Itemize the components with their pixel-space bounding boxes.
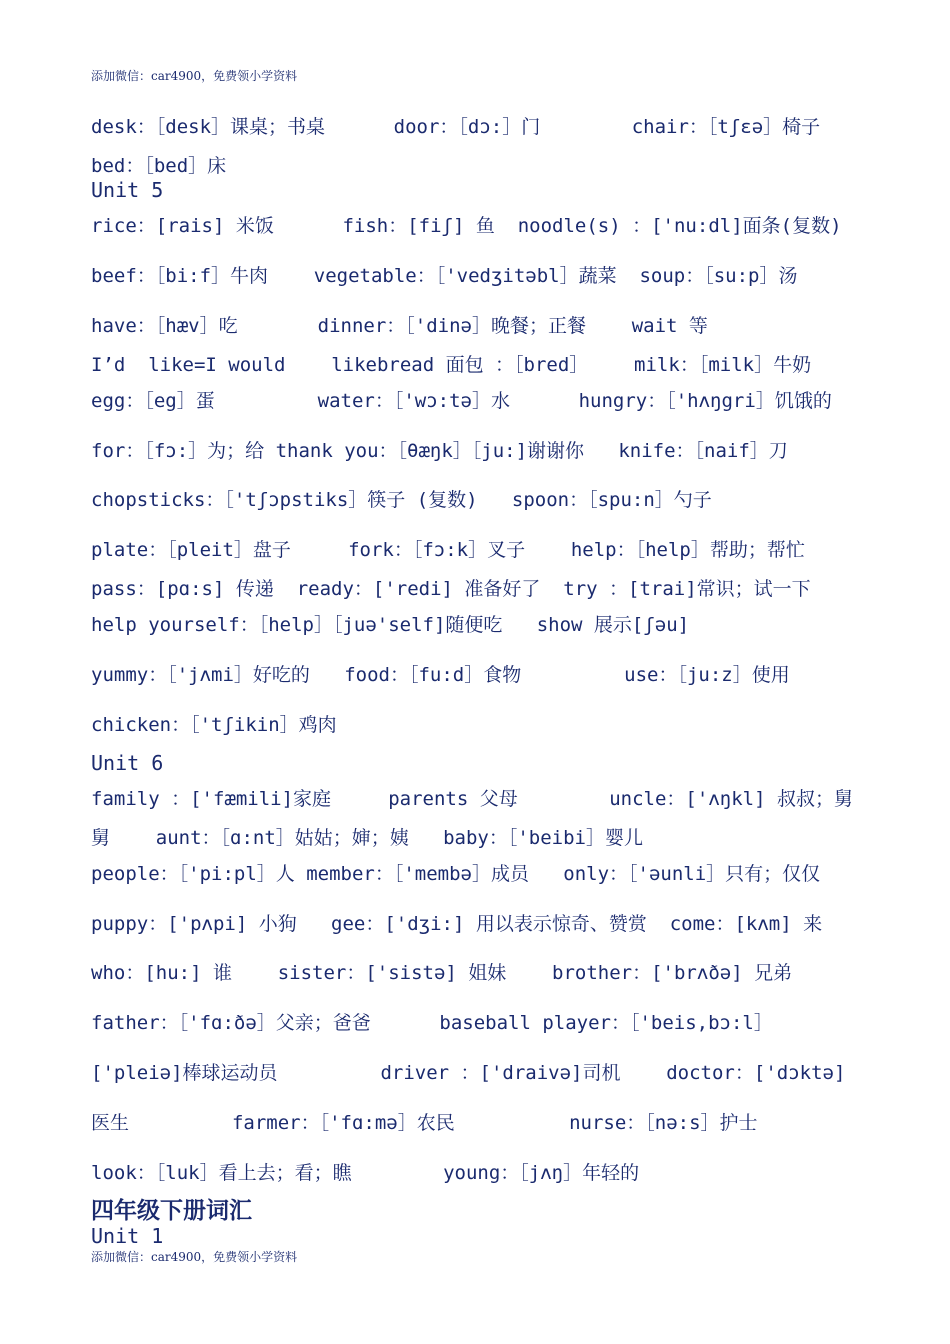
unit-6-heading: Unit 6 [91, 751, 164, 775]
vocab-line-22: 医生 farmer：［'fɑ:mə］农民 nurse：［nə:s］护士 [91, 1112, 758, 1134]
vocab-line-23: look：［luk］看上去；看；瞧 young：［jʌŋ］年轻的 [91, 1162, 640, 1184]
vocab-line-4: beef：［bi:f］牛肉 vegetable：［'vedʒitəbl］蔬菜 soup：［su:p］汤 [91, 265, 798, 287]
unit-1-heading: Unit 1 [91, 1224, 164, 1248]
vocab-line-10: plate：［pleit］盘子 fork：［fɔ:k］叉子 help：［help］帮助；帮忙 [91, 539, 805, 561]
section-title: 四年级下册词汇 [91, 1198, 252, 1224]
vocab-line-20: father：［'fɑ:ðə］父亲；爸爸 baseball player：［'beis,bɔ:l］ [91, 1012, 773, 1034]
vocab-line-19: who：[hu:] 谁 sister：['sistə] 姐妹 brother：['brʌðə] 兄弟 [91, 962, 793, 984]
footer-note: 添加微信：car4900，免费领小学资料 [91, 1250, 298, 1264]
vocab-line-6: I’d like=I would likebread 面包 ：［bred］ milk：［milk］牛奶 [91, 354, 812, 376]
vocab-line-7: egg：［eg］蛋 water：［'wɔ:tə］水 hungry：［'hʌŋgri］饥饿的 [91, 390, 832, 412]
vocab-line-21: ['pleiə]棒球运动员 driver ：['draivə]司机 doctor：['dɔktə] [91, 1062, 846, 1084]
vocab-line-3: rice：[rais] 米饭 fish：[fiʃ] 鱼 noodle(s) ：['nu:dl]面条(复数) [91, 215, 842, 237]
vocab-line-1: desk：［desk］课桌；书桌 door：［dɔ:］门 chair：［tʃεə］椅子 [91, 116, 821, 138]
vocab-line-5: have：［hæv］吃 dinner：［'dinə］晚餐；正餐 wait 等 [91, 315, 708, 337]
vocab-line-11: pass：[pɑ:s] 传递 ready：['redi] 准备好了 try ：[trai]常识；试一下 [91, 578, 811, 600]
vocab-line-12: help yourself：［help］［juə'self]随便吃 show 展示[ʃəu] [91, 614, 690, 636]
vocab-line-2: bed：［bed］床 [91, 155, 227, 177]
vocab-line-9: chopsticks：［'tʃɔpstiks］筷子 (复数) spoon：［spu:n］勺子 [91, 489, 712, 511]
vocab-line-16: 舅 aunt：［ɑ:nt］姑姑；婶；姨 baby：［'beibi］婴儿 [91, 827, 643, 849]
unit-5-heading: Unit 5 [91, 178, 164, 202]
vocab-line-18: puppy：['pʌpi] 小狗 gee：['dʒi:] 用以表示惊奇、赞赏 come：[kʌm] 来 [91, 913, 823, 935]
vocab-line-15: family ：['fæmili]家庭 parents 父母 uncle：['ʌŋkl] 叔叔；舅 [91, 788, 853, 810]
header-note: 添加微信：car4900，免费领小学资料 [91, 69, 298, 83]
vocab-line-17: people：［'pi:pl］人 member：［'membə］成员 only：［'əunli］只有；仅仅 [91, 863, 821, 885]
vocab-line-8: for：［fɔ:］为；给 thank you：［θæŋk］［ju:]谢谢你 knife：［naif］刀 [91, 440, 788, 462]
vocab-line-14: chicken：［'tʃikin］鸡肉 [91, 714, 337, 736]
vocab-line-13: yummy：［'jʌmi］好吃的 food：［fu:d］食物 use：［ju:z］使用 [91, 664, 790, 686]
